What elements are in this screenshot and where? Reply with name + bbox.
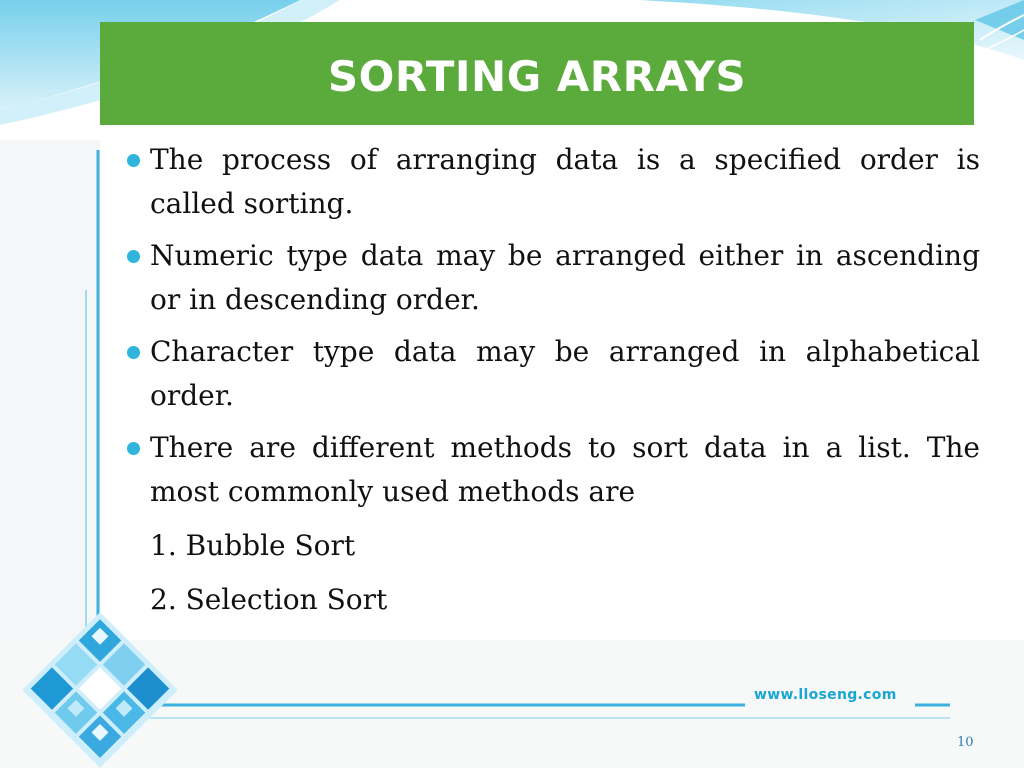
- bullet-item: [122, 234, 980, 322]
- slide-content: [122, 138, 980, 632]
- bullet-text: There are different methods to sort data in a list. The most commonly used methods are: [150, 431, 980, 508]
- bullet-dot-icon: [127, 442, 140, 455]
- bullet-text: Character type data may be arranged in alphabetical order.: [150, 335, 980, 412]
- page-number: 10: [957, 735, 974, 750]
- bullet-text: Numeric type data may be arranged either in ascending or in descending order.: [150, 239, 980, 316]
- bullet-dot-icon: [127, 154, 140, 167]
- bullet-dot-icon: [127, 250, 140, 263]
- sort-method-item: 1. Bubble Sort: [150, 529, 356, 562]
- bullet-item: [122, 138, 980, 226]
- bullet-item: [122, 330, 980, 418]
- footer-url: www.lloseng.com: [754, 687, 897, 703]
- slide-title: SORTING ARRAYS: [327, 52, 747, 101]
- bullet-text: The process of arranging data is a specified order is called sorting.: [150, 143, 980, 220]
- sort-method-item: 2. Selection Sort: [150, 583, 388, 616]
- bullet-dot-icon: [127, 346, 140, 359]
- title-bar: [100, 22, 974, 125]
- bullet-item: [122, 426, 980, 514]
